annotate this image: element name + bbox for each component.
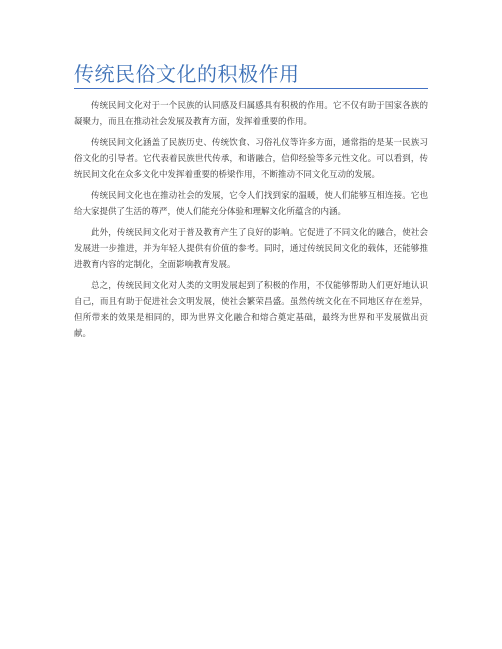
paragraph-5: 总之，传统民间文化对人类的文明发展起到了积极的作用，不仅能够帮助人们更好地认识自己，而且有助于促进社会文明发展，使社会繁荣昌盛。虽然传统文化在不同地区存在差异，但所带来的效果是相同的，即为世界文化融合和熔合奠定基础，最终为世界和平发展做出贡献。	[74, 281, 428, 339]
paragraph-2: 传统民间文化涵盖了民族历史、传统饮食、习俗礼仪等许多方面，通常指的是某一民族习俗文化的引导者。它代表着民族世代传承，和谐融合，信仰经验等多元性文化。可以看到，传统民间文化在众多文化中发挥着重要的桥梁作用，不断推动不同文化互动的发展。	[74, 138, 428, 180]
title-underline	[74, 88, 428, 89]
document-title: 传统民俗文化的积极作用	[74, 62, 300, 86]
document-body	[74, 98, 428, 347]
paragraph-4: 此外，传统民间文化对于普及教育产生了良好的影响。它促进了不同文化的融合，使社会发展进一步推进，并为年轻人提供有价值的参考。同时，通过传统民间文化的载体，还能够推进教育内容的定制化，全面影响教育发展。	[74, 228, 428, 270]
paragraph-3: 传统民间文化也在推动社会的发展，它令人们找到家的温暖，使人们能够互相连接。它也给大家提供了生活的尊严，使人们能充分体验和理解文化所蕴含的内涵。	[74, 191, 428, 217]
paragraph-1: 传统民间文化对于一个民族的认同感及归属感具有积极的作用。它不仅有助于国家各族的凝聚力，而且在推动社会发展及教育方面，发挥着重要的作用。	[74, 101, 428, 127]
